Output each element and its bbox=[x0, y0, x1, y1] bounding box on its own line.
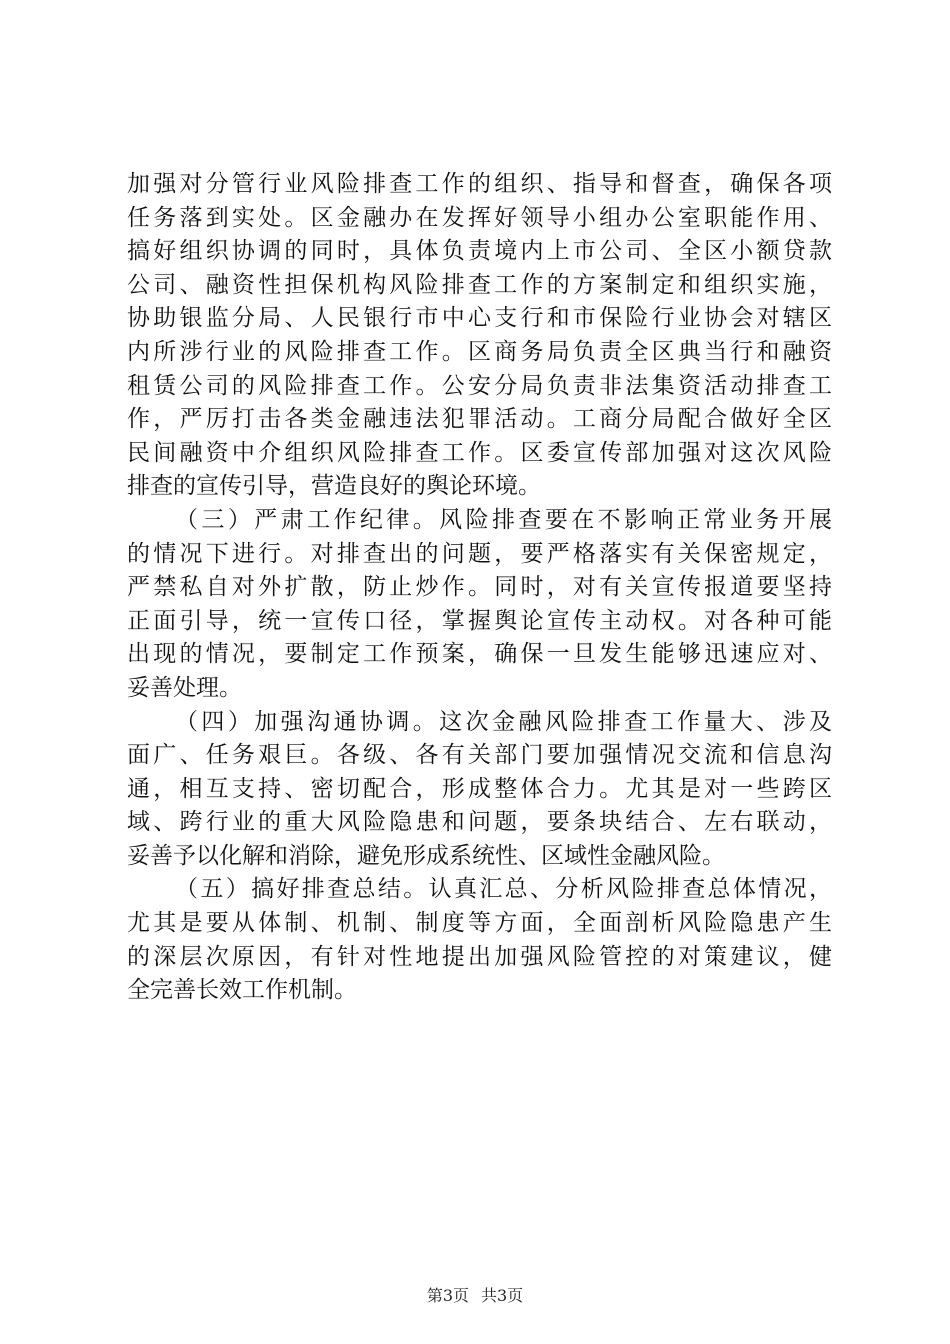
text-line: （三）严肃工作纪律。风险排查要在不影响正常业务开展 bbox=[175, 506, 832, 533]
text-line: 作，严厉打击各类金融违法犯罪活动。工商分局配合做好全区 bbox=[127, 406, 832, 433]
text-line: 任务落到实处。区金融办在发挥好领导小组办公室职能作用、 bbox=[127, 204, 832, 231]
page-number: 第3页 bbox=[426, 1286, 469, 1305]
text-line: （五）搞好排查总结。认真汇总、分析风险排查总体情况， bbox=[175, 876, 832, 903]
text-line: 尤其是要从体制、机制、制度等方面，全面剖析风险隐患产生 bbox=[127, 910, 832, 937]
text-line: 妥善予以化解和消除，避免形成系统性、区域性金融风险。 bbox=[127, 842, 725, 869]
paragraph-1 bbox=[127, 168, 832, 504]
text-line: 民间融资中介组织风险排查工作。区委宣传部加强对这次风险 bbox=[127, 439, 832, 466]
text-line: 协助银监分局、人民银行市中心支行和市保险行业协会对辖区 bbox=[127, 305, 832, 332]
page-footer bbox=[0, 1283, 950, 1306]
text-line: 严禁私自对外扩散，防止炒作。同时，对有关宣传报道要坚持 bbox=[127, 574, 832, 601]
text-line: 域、跨行业的重大风险隐患和问题，要条块结合、左右联动， bbox=[127, 809, 832, 836]
text-line: 通，相互支持、密切配合，形成整体合力。尤其是对一些跨区 bbox=[127, 775, 832, 802]
document-body bbox=[127, 168, 832, 1008]
text-line: 的情况下进行。对排查出的问题，要严格落实有关保密规定， bbox=[127, 540, 832, 567]
text-line: 全完善长效工作机制。 bbox=[127, 977, 357, 1004]
paragraph-3 bbox=[127, 706, 832, 874]
text-line: 加强对分管行业风险排查工作的组织、指导和督查，确保各项 bbox=[127, 171, 832, 197]
page-total: 共3页 bbox=[481, 1286, 524, 1305]
text-line: 的深层次原因，有针对性地提出加强风险管控的对策建议，健 bbox=[127, 943, 832, 970]
text-line: 正面引导，统一宣传口径，掌握舆论宣传主动权。对各种可能 bbox=[127, 607, 832, 634]
text-line: 面广、任务艰巨。各级、各有关部门要加强情况交流和信息沟 bbox=[127, 742, 832, 769]
paragraph-2 bbox=[127, 504, 832, 706]
text-line: 出现的情况，要制定工作预案，确保一旦发生能够迅速应对、 bbox=[127, 641, 832, 668]
text-line: 排查的宣传引导，营造良好的舆论环境。 bbox=[127, 473, 541, 500]
text-line: 公司、融资性担保机构风险排查工作的方案制定和组织实施， bbox=[127, 271, 832, 298]
text-line: 搞好组织协调的同时，具体负责境内上市公司、全区小额贷款 bbox=[127, 238, 832, 265]
text-line: 租赁公司的风险排查工作。公安分局负责非法集资活动排查工 bbox=[127, 372, 832, 399]
paragraph-4 bbox=[127, 873, 832, 1007]
text-line: 妥善处理。 bbox=[127, 674, 242, 701]
text-line: 内所涉行业的风险排查工作。区商务局负责全区典当行和融资 bbox=[127, 338, 832, 365]
text-line: （四）加强沟通协调。这次金融风险排查工作量大、涉及 bbox=[175, 708, 832, 735]
